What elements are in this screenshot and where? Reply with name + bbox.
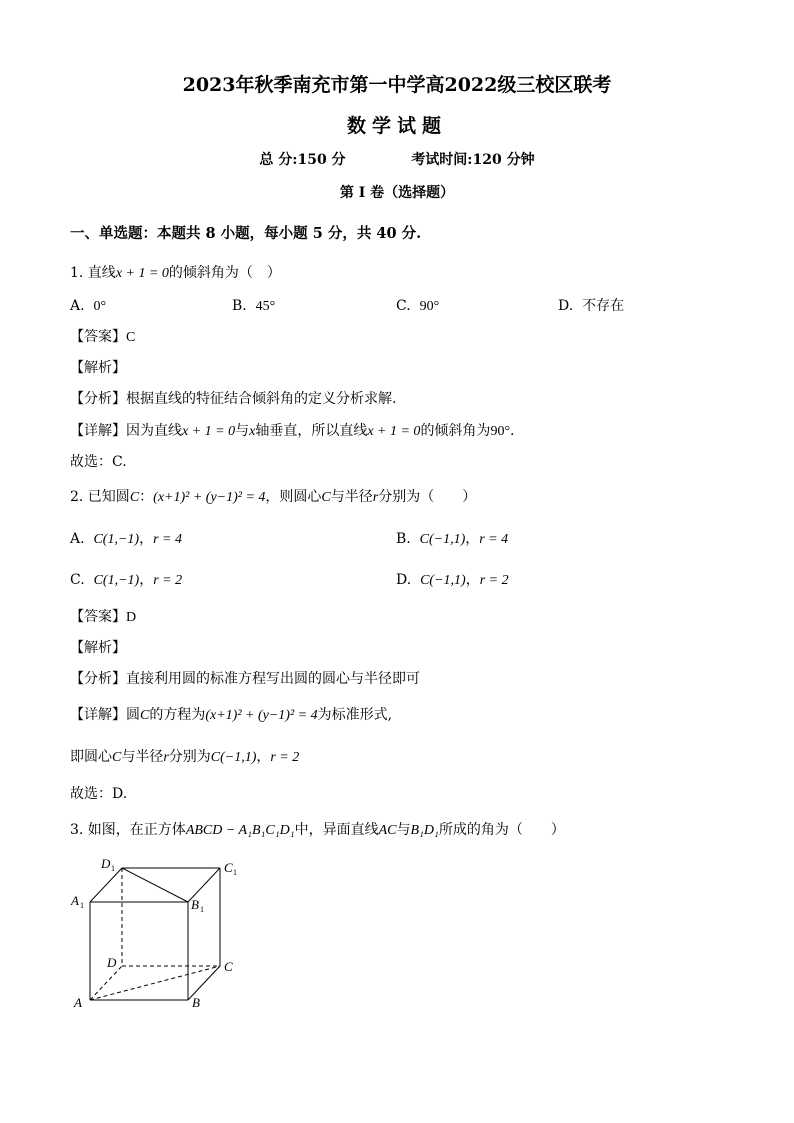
label-d1: D bbox=[101, 856, 111, 871]
q1-option-d: D. 不存在 bbox=[558, 298, 625, 314]
page-title: 2023年秋季南充市第一中学高2022级三校区联考 bbox=[182, 74, 612, 96]
q2-detail: 【详解】圆C的方程为(x+1)² + (y−1)² = 4为标准形式, bbox=[70, 707, 393, 723]
edge-ad bbox=[90, 966, 122, 1000]
section-heading: 一、单选题：本题共 8 小题，每小题 5 分，共 40 分. bbox=[70, 225, 422, 242]
label-a: A bbox=[74, 995, 82, 1010]
q1-option-b: B. 45° bbox=[232, 298, 276, 314]
q1-option-c: C. 90° bbox=[396, 298, 440, 314]
svg-text:1: 1 bbox=[233, 868, 237, 877]
diagonal-ac bbox=[90, 966, 220, 1000]
label-c1: C bbox=[224, 860, 233, 875]
q2-conclusion: 故选：D. bbox=[70, 786, 128, 802]
q1-answer: 【答案】C bbox=[70, 329, 136, 345]
q2-option-b: B. C(−1,1)，r = 4 bbox=[396, 531, 509, 547]
q2-answer: 【答案】D bbox=[70, 609, 137, 625]
q1-option-a: A. 0° bbox=[70, 298, 107, 314]
cube-figure bbox=[62, 852, 252, 1012]
question-3: 3. 如图，在正方体ABCD − A₁B₁C₁D₁中，异面直线AC与B₁D₁所成的角为（ ） bbox=[70, 822, 565, 838]
volume-heading: 第 I 卷（选择题） bbox=[339, 185, 455, 201]
label-b1: B bbox=[191, 897, 199, 912]
q1-detail: 【详解】因为直线x + 1 = 0与x轴垂直，所以直线x + 1 = 0的倾斜角为90°. bbox=[70, 423, 515, 439]
q2-detail-2: 即圆心C与半径r分别为C(−1,1)，r = 2 bbox=[70, 749, 300, 765]
svg-text:1: 1 bbox=[111, 864, 115, 873]
label-c: C bbox=[224, 959, 233, 974]
q2-option-d: D. C(−1,1)，r = 2 bbox=[396, 572, 509, 588]
label-b: B bbox=[192, 995, 200, 1010]
q1-jiexi: 【解析】 bbox=[70, 360, 126, 376]
q2-jiexi: 【解析】 bbox=[70, 640, 126, 656]
label-a1: A bbox=[71, 893, 79, 908]
edge-d1a1 bbox=[90, 868, 122, 902]
q2-equation: (x+1)² + (y−1)² = 4 bbox=[153, 490, 266, 505]
exam-subtitle: 数学试题 bbox=[346, 115, 447, 137]
q2-analysis: 【分析】直接利用圆的标准方程写出圆的圆心与半径即可 bbox=[70, 671, 420, 687]
question-1: 1. 直线x + 1 = 0的倾斜角为（ ） bbox=[70, 265, 281, 281]
diagonal-b1d1 bbox=[122, 868, 188, 902]
q2-option-c: C. C(1,−1)，r = 2 bbox=[70, 572, 183, 588]
question-2: 2. 已知圆C：(x+1)² + (y−1)² = 4，则圆心C与半径r分别为（ ） bbox=[70, 489, 477, 505]
q1-analysis: 【分析】根据直线的特征结合倾斜角的定义分析求解. bbox=[70, 391, 397, 407]
q1-conclusion: 故选：C. bbox=[70, 454, 127, 470]
label-d: D bbox=[107, 955, 117, 970]
exam-time: 考试时间:120 分钟 bbox=[411, 152, 535, 168]
svg-text:1: 1 bbox=[200, 905, 204, 914]
total-score: 总 分:150 分 bbox=[259, 152, 346, 168]
svg-text:1: 1 bbox=[80, 901, 84, 910]
exam-info bbox=[0, 150, 794, 170]
q1-equation: x + 1 = 0 bbox=[115, 266, 169, 281]
q2-option-a: A. C(1,−1)，r = 4 bbox=[70, 531, 182, 547]
